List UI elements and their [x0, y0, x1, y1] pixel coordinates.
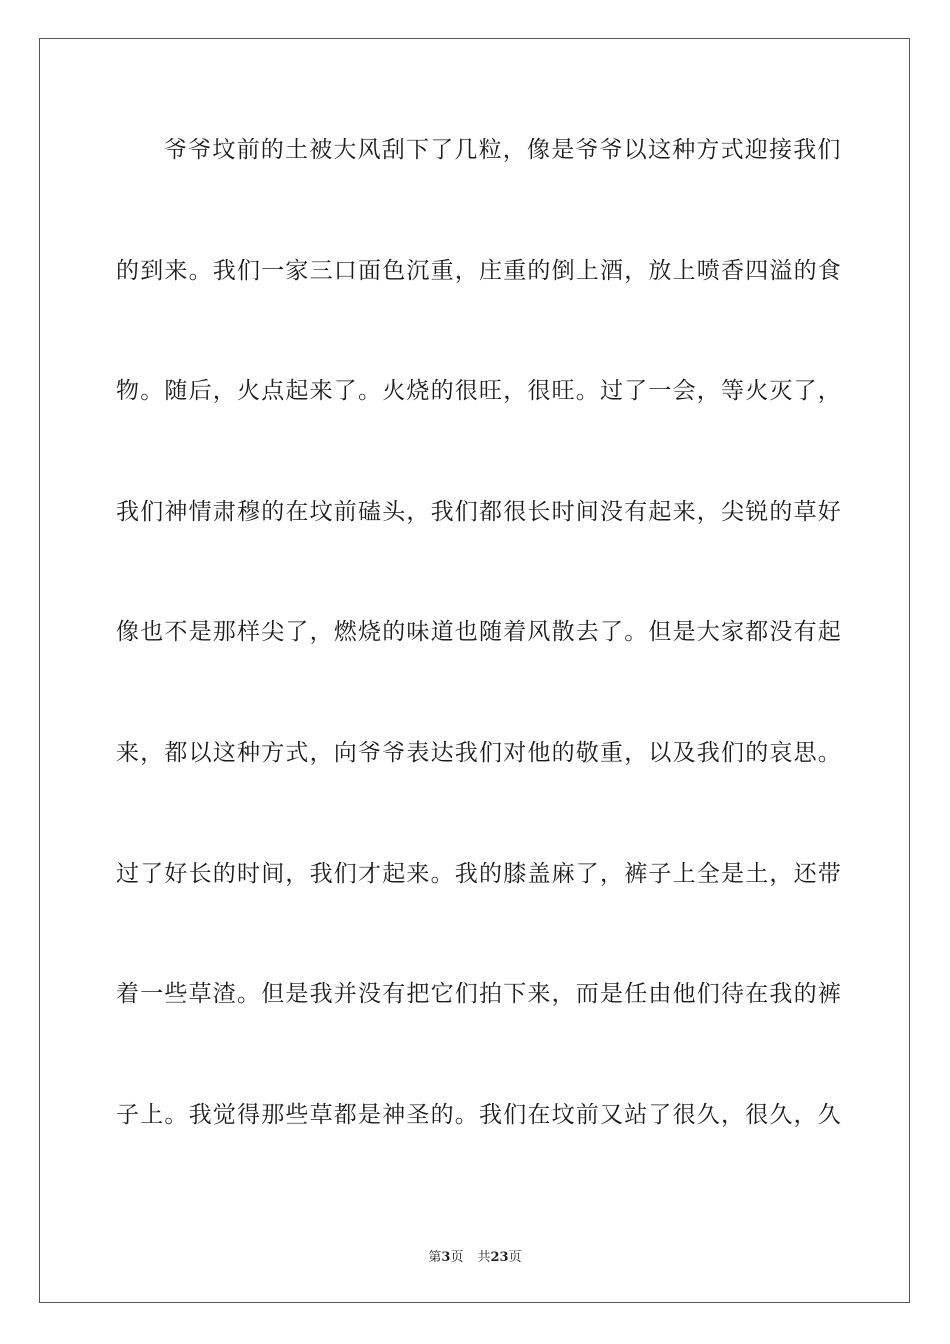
- text-line-3: 物。随后，火点起来了。火烧的很旺，很旺。过了一会，等火灭了，: [116, 378, 842, 405]
- text-line-4: 我们神情肃穆的在坟前磕头，我们都很长时间没有起来，尖锐的草好: [116, 498, 842, 525]
- text-line-1: 爷爷坟前的土被大风刮下了几粒，像是爷爷以这种方式迎接我们: [164, 137, 842, 163]
- text-line-8: 着一些草渣。但是我并没有把它们拍下来，而是任由他们待在我的裤: [116, 981, 842, 1008]
- page-footer: [0, 1246, 950, 1265]
- page-number: 3: [441, 1250, 451, 1265]
- text-line-7: 过了好长的时间，我们才起来。我的膝盖麻了，裤子上全是土，还带: [116, 860, 842, 887]
- page-prefix: 第: [428, 1250, 442, 1265]
- page-suffix: 页: [450, 1250, 464, 1265]
- total-suffix: 页: [508, 1250, 522, 1265]
- text-line-9: 子上。我觉得那些草都是神圣的。我们在坟前又站了很久，很久，久: [116, 1101, 842, 1128]
- text-line-6: 来，都以这种方式，向爷爷表达我们对他的敬重，以及我们的哀思。: [116, 739, 842, 766]
- total-pages: 23: [490, 1250, 509, 1265]
- text-line-2: 的到来。我们一家三口面色沉重，庄重的倒上酒，放上喷香四溢的食: [116, 257, 842, 284]
- total-prefix: 共: [477, 1250, 491, 1265]
- text-line-5: 像也不是那样尖了，燃烧的味道也随着风散去了。但是大家都没有起: [116, 619, 842, 646]
- body-text: [116, 126, 842, 1211]
